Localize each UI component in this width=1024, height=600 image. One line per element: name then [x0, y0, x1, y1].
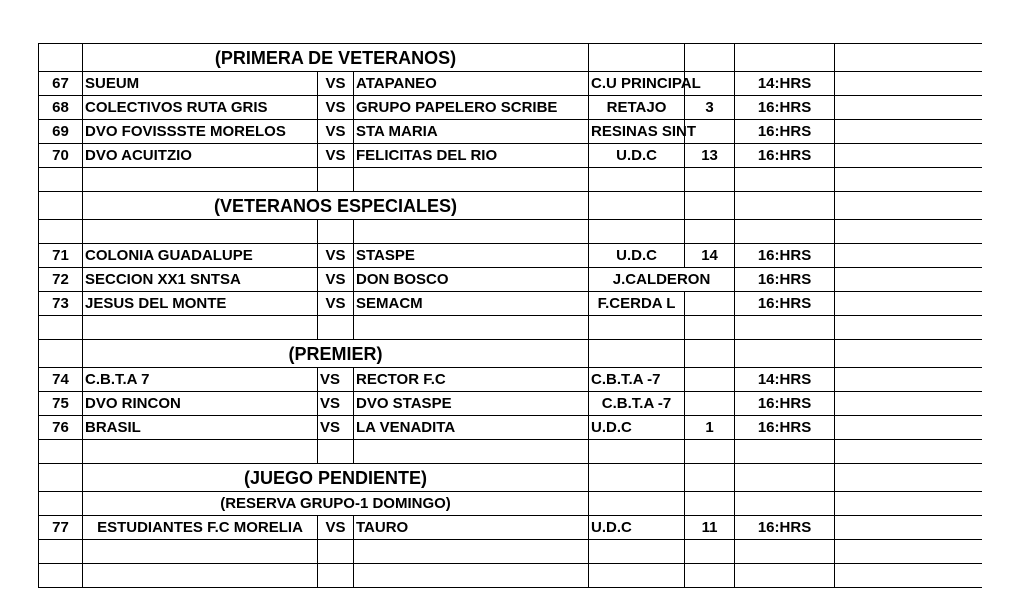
- venue: C.B.T.A -7: [589, 392, 685, 416]
- venue: J.CALDERON: [589, 268, 735, 292]
- schedule-table: [38, 43, 982, 588]
- home-team: DVO FOVISSSTE MORELOS: [83, 120, 318, 144]
- field-number: 13: [685, 144, 735, 168]
- section-header-row: [39, 464, 983, 492]
- match-number: 75: [39, 392, 83, 416]
- match-number: 67: [39, 72, 83, 96]
- vs-label: VS: [318, 392, 354, 416]
- home-team: DVO ACUITZIO: [83, 144, 318, 168]
- table-row: [39, 120, 983, 144]
- venue: RESINAS SINT: [589, 120, 685, 144]
- venue: C.U PRINCIPAL: [589, 72, 685, 96]
- away-team: TAURO: [354, 516, 589, 540]
- table-row: [39, 96, 983, 120]
- section-subtitle-row: [39, 492, 983, 516]
- blank-row: [39, 316, 983, 340]
- vs-label: VS: [318, 144, 354, 168]
- home-team: C.B.T.A 7: [83, 368, 318, 392]
- table-row: [39, 144, 983, 168]
- match-time: 16:HRS: [735, 144, 835, 168]
- field-number: 3: [685, 96, 735, 120]
- away-team: SEMACM: [354, 292, 589, 316]
- table-row: [39, 268, 983, 292]
- home-team: BRASIL: [83, 416, 318, 440]
- field-number: [685, 292, 735, 316]
- table-row: [39, 292, 983, 316]
- venue: U.D.C: [589, 244, 685, 268]
- table-row: [39, 516, 983, 540]
- table-row: [39, 72, 983, 96]
- match-time: 16:HRS: [735, 516, 835, 540]
- home-team: DVO RINCON: [83, 392, 318, 416]
- section-title: (JUEGO PENDIENTE): [83, 464, 589, 492]
- match-time: 16:HRS: [735, 244, 835, 268]
- vs-label: VS: [318, 268, 354, 292]
- match-number: 74: [39, 368, 83, 392]
- section-title: (PRIMERA DE VETERANOS): [83, 44, 589, 72]
- venue: U.D.C: [589, 516, 685, 540]
- venue: F.CERDA L: [589, 292, 685, 316]
- home-team: JESUS DEL MONTE: [83, 292, 318, 316]
- table-row: [39, 368, 983, 392]
- match-number: 68: [39, 96, 83, 120]
- section-subtitle: (RESERVA GRUPO-1 DOMINGO): [83, 492, 589, 516]
- match-number: 73: [39, 292, 83, 316]
- home-team: SUEUM: [83, 72, 318, 96]
- home-team: ESTUDIANTES F.C MORELIA: [83, 516, 318, 540]
- match-time: 16:HRS: [735, 392, 835, 416]
- match-number: 77: [39, 516, 83, 540]
- match-time: 16:HRS: [735, 96, 835, 120]
- blank-row: [39, 440, 983, 464]
- away-team: ATAPANEO: [354, 72, 589, 96]
- vs-label: VS: [318, 292, 354, 316]
- away-team: STASPE: [354, 244, 589, 268]
- match-number: 71: [39, 244, 83, 268]
- away-team: STA MARIA: [354, 120, 589, 144]
- match-time: 16:HRS: [735, 120, 835, 144]
- blank-row: [39, 220, 983, 244]
- vs-label: VS: [318, 72, 354, 96]
- section-title: (VETERANOS ESPECIALES): [83, 192, 589, 220]
- vs-label: VS: [318, 96, 354, 120]
- venue: C.B.T.A -7: [589, 368, 685, 392]
- vs-label: VS: [318, 368, 354, 392]
- blank-row: [39, 540, 983, 564]
- field-number: 14: [685, 244, 735, 268]
- section-header-row: [39, 192, 983, 220]
- away-team: DON BOSCO: [354, 268, 589, 292]
- away-team: RECTOR F.C: [354, 368, 589, 392]
- match-number: 70: [39, 144, 83, 168]
- blank-row: [39, 168, 983, 192]
- away-team: FELICITAS DEL RIO: [354, 144, 589, 168]
- section-title: (PREMIER): [83, 340, 589, 368]
- away-team: LA VENADITA: [354, 416, 589, 440]
- home-team: COLECTIVOS RUTA GRIS: [83, 96, 318, 120]
- home-team: COLONIA GUADALUPE: [83, 244, 318, 268]
- section-header-row: [39, 44, 983, 72]
- away-team: GRUPO PAPELERO SCRIBE: [354, 96, 589, 120]
- field-number: 11: [685, 516, 735, 540]
- venue: U.D.C: [589, 144, 685, 168]
- venue: RETAJO: [589, 96, 685, 120]
- vs-label: VS: [318, 244, 354, 268]
- blank-row: [39, 564, 983, 588]
- table-row: [39, 244, 983, 268]
- match-time: 14:HRS: [735, 72, 835, 96]
- vs-label: VS: [318, 416, 354, 440]
- match-number: 69: [39, 120, 83, 144]
- table-row: [39, 392, 983, 416]
- vs-label: VS: [318, 120, 354, 144]
- vs-label: VS: [318, 516, 354, 540]
- section-header-row: [39, 340, 983, 368]
- home-team: SECCION XX1 SNTSA: [83, 268, 318, 292]
- match-time: 16:HRS: [735, 292, 835, 316]
- schedule-sheet: [38, 43, 982, 600]
- field-number: 1: [685, 416, 735, 440]
- match-time: 14:HRS: [735, 368, 835, 392]
- field-number: [685, 368, 735, 392]
- match-number: 76: [39, 416, 83, 440]
- away-team: DVO STASPE: [354, 392, 589, 416]
- match-number: 72: [39, 268, 83, 292]
- table-row: [39, 416, 983, 440]
- venue: U.D.C: [589, 416, 685, 440]
- field-number: [685, 392, 735, 416]
- match-time: 16:HRS: [735, 268, 835, 292]
- match-time: 16:HRS: [735, 416, 835, 440]
